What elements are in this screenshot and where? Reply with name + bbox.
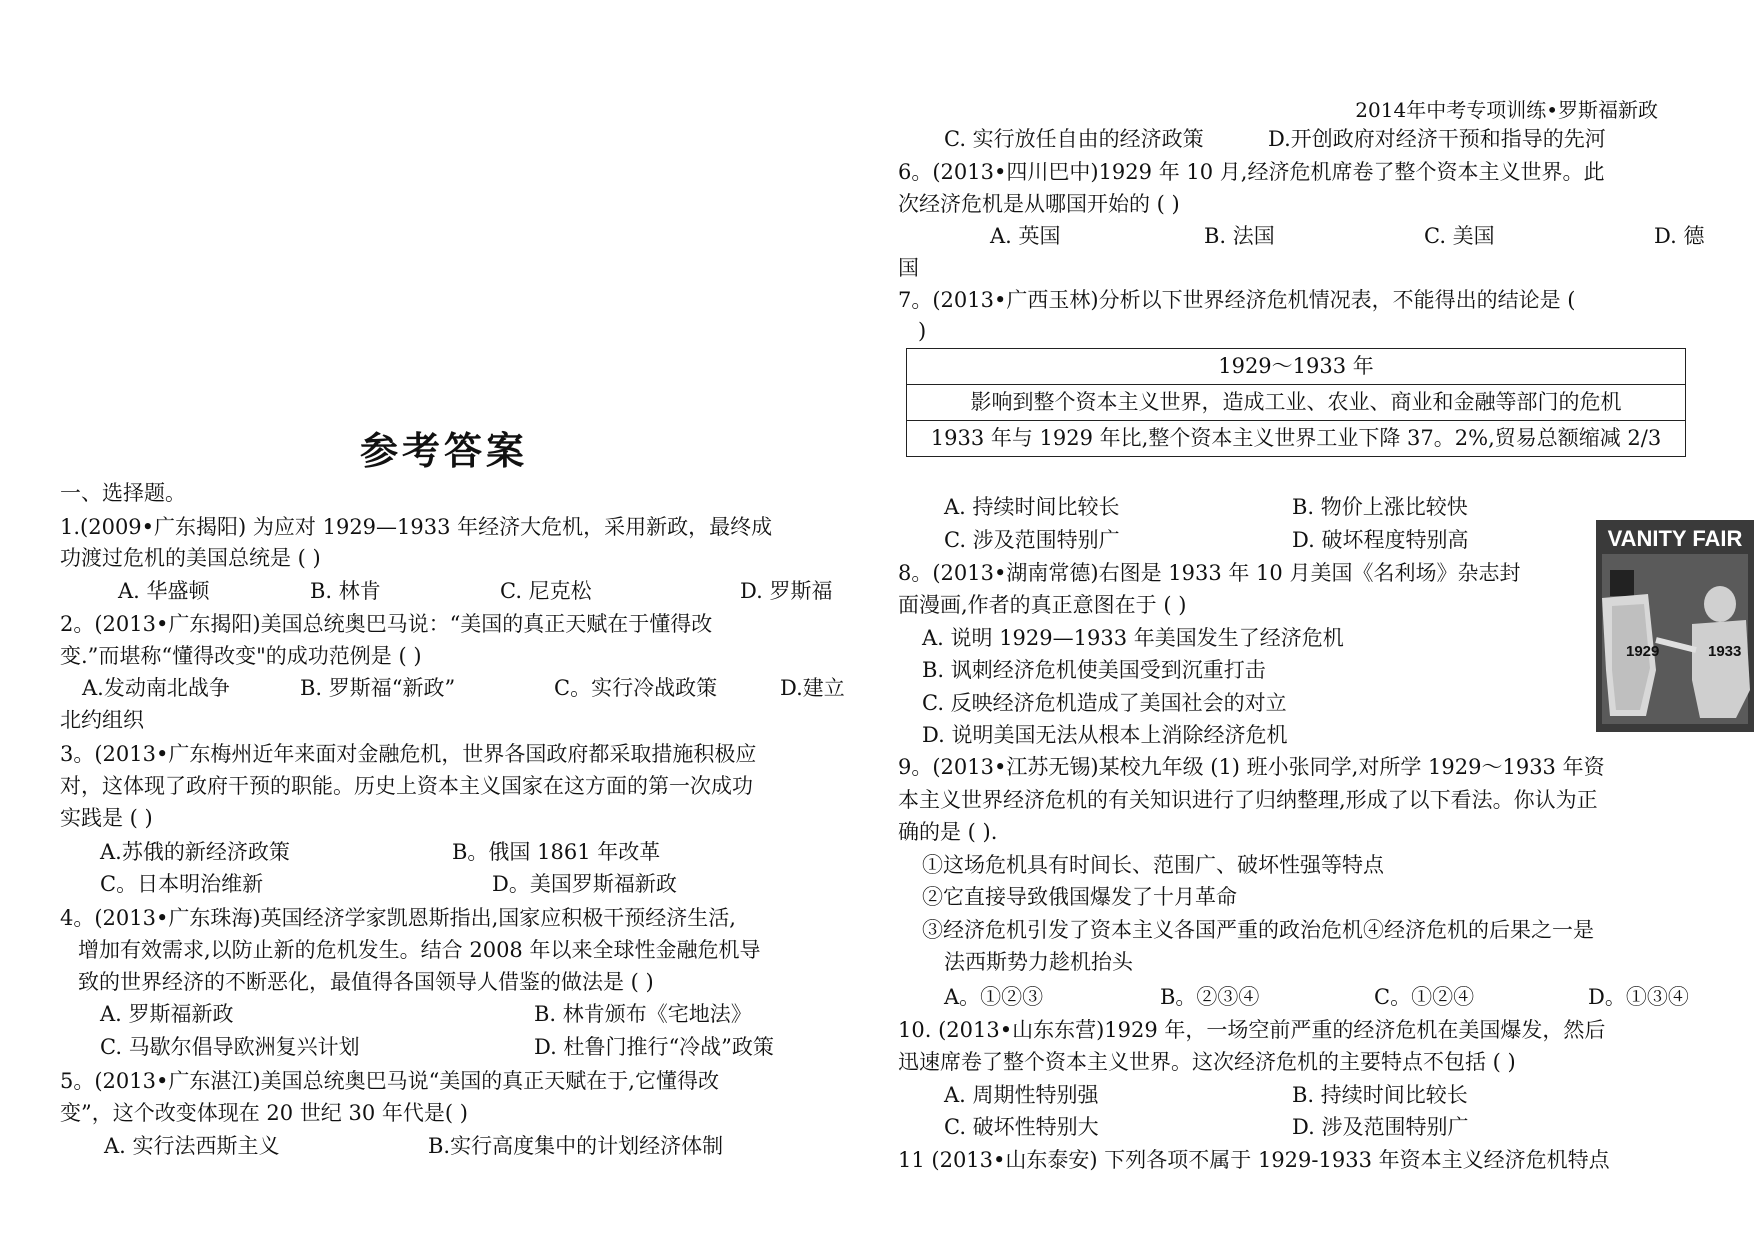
q6-option-d-tail: 国 [898,256,919,280]
crisis-table [906,348,1686,457]
q9-line-2: 本主义世界经济危机的有关知识进行了归纳整理,形成了以下看法。你认为正 [898,788,1598,812]
q7-line-1: 7。(2013•广西玉林)分析以下世界经济危机情况表，不能得出的结论是 ( [898,288,1576,312]
q2-option-b: B. 罗斯福“新政” [300,676,456,700]
q10-option-c: C. 破坏性特别大 [944,1115,1099,1139]
q8-option-b: B. 讽刺经济危机使美国受到沉重打击 [922,658,1266,682]
table-cell: 1933 年与 1929 年比,整个资本主义世界工业下降 37。2%,贸易总额缩减 2/3 [907,421,1686,457]
q3-line-1: 3。(2013•广东梅州近年来面对金融危机，世界各国政府都采取措施积极应 [60,742,757,766]
q5-line-1: 5。(2013•广东湛江)美国总统奥巴马说“美国的真正天赋在于,它懂得改 [60,1069,719,1093]
q5-option-c: C. 实行放任自由的经济政策 [944,127,1204,151]
q4-option-a: A. 罗斯福新政 [100,1002,234,1026]
q7-line-2: ) [918,319,927,343]
q2-option-d-tail: 北约组织 [60,708,144,732]
q11-line-1: 11 (2013•山东泰安) 下列各项不属于 1929-1933 年资本主义经济危机特点 [898,1148,1610,1172]
q9-line-3: 确的是 ( ). [898,820,998,844]
q10-option-a: A. 周期性特别强 [944,1083,1099,1107]
section-heading: 一、选择题。 [60,481,186,505]
q10-line-2: 迅速席卷了整个资本主义世界。这次经济危机的主要特点不包括 ( ) [898,1050,1516,1074]
vanity-fair-cover-image [1596,520,1754,732]
q6-option-a: A. 英国 [990,224,1061,248]
q3-line-2: 对，这体现了政府干预的职能。历史上资本主义国家在这方面的第一次成功 [60,774,753,798]
q2-option-c: C。实行冷战政策 [554,676,718,700]
q2-option-d: D.建立 [780,676,845,700]
q10-option-b: B. 持续时间比较长 [1292,1083,1468,1107]
q1-line-1: 1.(2009•广东揭阳) 为应对 1929—1933 年经济大危机，采用新政，最终成 [60,515,773,539]
q8-option-c: C. 反映经济危机造成了美国社会的对立 [922,691,1287,715]
q3-option-a: A.苏俄的新经济政策 [100,840,290,864]
q5-line-2: 变”，这个改变体现在 20 世纪 30 年代是( ) [60,1101,468,1125]
cover-label-1929: 1929 [1626,643,1660,660]
q8-option-a: A. 说明 1929—1933 年美国发生了经济危机 [922,626,1344,650]
q6-line-2: 次经济危机是从哪国开始的 ( ) [898,192,1180,216]
page-title: 参考答案 [360,428,529,473]
q9-item-3: ③经济危机引发了资本主义各国严重的政治危机④经济危机的后果之一是 [922,918,1594,942]
cover-masthead: VANITY FAIR [1607,526,1743,551]
q9-option-a: A。①②③ [944,985,1044,1009]
q2-line-1: 2。(2013•广东揭阳)美国总统奥巴马说：“美国的真正天赋在于懂得改 [60,612,713,636]
q7-option-c: C. 涉及范围特别广 [944,528,1120,552]
q2-line-2: 变.”而堪称“懂得改变"的成功范例是 ( ) [60,644,422,668]
q2-option-a: A.发动南北战争 [82,676,230,700]
q7-option-a: A. 持续时间比较长 [944,495,1120,519]
q1-option-c: C. 尼克松 [500,579,592,603]
q9-item-4: 法西斯势力趁机抬头 [944,950,1133,974]
q10-line-1: 10. (2013•山东东营)1929 年，一场空前严重的经济危机在美国爆发，然后 [898,1018,1606,1042]
table-cell: 1929～1933 年 [907,349,1686,385]
q1-line-2: 功渡过危机的美国总统是 ( ) [60,546,321,570]
q4-line-1: 4。(2013•广东珠海)英国经济学家凯恩斯指出,国家应积极干预经济生活, [60,906,736,930]
q10-option-d: D. 涉及范围特别广 [1292,1115,1469,1139]
q1-option-d: D. 罗斯福 [740,579,833,603]
q5-option-d: D.开创政府对经济干预和指导的先河 [1268,127,1606,151]
q9-item-1: ①这场危机具有时间长、范围广、破坏性强等特点 [922,853,1384,877]
q8-line-1: 8。(2013•湖南常德)右图是 1933 年 10 月美国《名利场》杂志封 [898,561,1521,585]
q6-option-c: C. 美国 [1424,224,1495,248]
q8-option-d: D. 说明美国无法从根本上消除经济危机 [922,723,1288,747]
q6-line-1: 6。(2013•四川巴中)1929 年 10 月,经济危机席卷了整个资本主义世界。此 [898,160,1605,184]
q5-option-b: B.实行高度集中的计划经济体制 [428,1134,724,1158]
cover-label-1933: 1933 [1708,643,1742,660]
q7-option-d: D. 破坏程度特别高 [1292,528,1469,552]
q5-option-a: A. 实行法西斯主义 [104,1134,280,1158]
q3-line-3: 实践是 ( ) [60,806,153,830]
q8-line-2: 面漫画,作者的真正意图在于 ( ) [898,593,1187,617]
q6-option-b: B. 法国 [1204,224,1275,248]
q1-option-a: A. 华盛顿 [118,579,210,603]
q3-option-d: D。美国罗斯福新政 [492,872,677,896]
q9-option-d: D。①③④ [1588,985,1689,1009]
q4-option-d: D. 杜鲁门推行“冷战”政策 [534,1035,774,1059]
q9-line-1: 9。(2013•江苏无锡)某校九年级 (1) 班小张同学,对所学 1929～1933 年资 [898,755,1605,779]
q6-option-d: D. 德 [1654,224,1705,248]
table-cell: 影响到整个资本主义世界，造成工业、农业、商业和金融等部门的危机 [907,385,1686,421]
q4-line-3: 致的世界经济的不断恶化，最值得各国领导人借鉴的做法是 ( ) [78,970,654,994]
q4-line-2: 增加有效需求,以防止新的危机发生。结合 2008 年以来全球性金融危机导 [78,938,761,962]
q3-option-c: C。日本明治维新 [100,872,264,896]
q9-item-2: ②它直接导致俄国爆发了十月革命 [922,885,1237,909]
q3-option-b: B。俄国 1861 年改革 [452,840,661,864]
q7-option-b: B. 物价上涨比较快 [1292,495,1468,519]
q4-option-c: C. 马歇尔倡导欧洲复兴计划 [100,1035,360,1059]
q4-option-b: B. 林肯颁布《宅地法》 [534,1002,752,1026]
q9-option-b: B。②③④ [1160,985,1260,1009]
q9-option-c: C。①②④ [1374,985,1475,1009]
q1-option-b: B. 林肯 [310,579,381,603]
page-header: 2014年中考专项训练•罗斯福新政 [1355,98,1658,122]
